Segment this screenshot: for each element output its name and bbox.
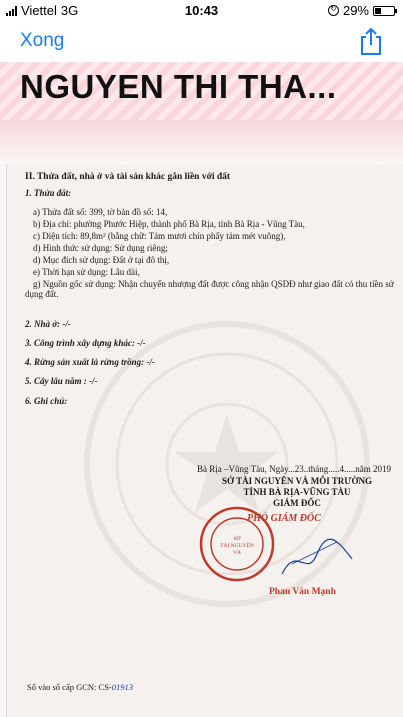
network-label: 3G [60, 3, 79, 18]
svg-text:TÀI NGUYÊN: TÀI NGUYÊN [220, 543, 254, 549]
certificate-page [6, 164, 403, 717]
battery-percent: 29% [342, 3, 369, 18]
battery-icon [373, 6, 395, 16]
perennial-row: 5. Cây lâu năm : -/- [25, 376, 98, 386]
land-heading: 1. Thửa đất: [25, 188, 72, 198]
signature [277, 534, 357, 584]
svg-text:VÀ: VÀ [233, 550, 241, 556]
share-icon[interactable] [357, 26, 385, 56]
issuing-org: SỞ TÀI NGUYÊN VÀ MÔI TRƯỜNG [222, 476, 372, 486]
house-row: 2. Nhà ở: -/- [25, 319, 71, 329]
registration-number [27, 682, 133, 692]
document-viewer[interactable] [0, 62, 403, 717]
status-right [328, 3, 395, 18]
registration-value: 01913 [111, 682, 134, 692]
section-title: II. Thửa đất, nhà ở và tài sản khác gắn liền với đất [25, 172, 231, 182]
name-banner [0, 62, 403, 120]
land-usage-form: d) Hình thức sử dụng: Sử dụng riêng; [33, 243, 168, 253]
land-usage-term: e) Thời hạn sử dụng: Lâu dài, [33, 267, 140, 277]
done-button[interactable]: Xong [20, 30, 65, 51]
director-title: GIÁM ĐỐC [273, 498, 321, 508]
carrier-label: Viettel [21, 3, 57, 18]
orientation-lock-icon: ↻ [328, 5, 339, 16]
issuing-province: TỈNH BÀ RỊA-VŨNG TÀU [243, 487, 351, 497]
registration-label: Số vào sổ cấp GCN: CS- [27, 682, 112, 692]
land-parcel: a) Thửa đất số: 399, tờ bản đồ số: 14, [33, 207, 168, 217]
notes-row: 6. Ghi chú: [25, 396, 68, 406]
land-origin: g) Nguồn gốc sử dụng: Nhận chuyển nhượng đất được công nhận QSDĐ như giao đất có thu tiền sử dụng đất. [25, 279, 394, 299]
land-area: c) Diện tích: 89,8m² (bằng chữ: Tám mươi chín phẩy tám mét vuông), [33, 231, 286, 241]
land-address: b) Địa chỉ: phường Phước Hiệp, thành phố Bà Rịa, tỉnh Bà Rịa - Vũng Tàu, [33, 219, 305, 229]
nav-bar [0, 22, 403, 62]
deputy-director-title: PHÓ GIÁM ĐỐC [247, 513, 321, 524]
owner-name: NGUYEN THI THA... [20, 68, 337, 105]
svg-text:SỞ: SỞ [233, 536, 241, 542]
status-bar [0, 0, 403, 22]
clock: 10:43 [184, 3, 219, 18]
land-usage-purpose: d) Mục đích sử dụng: Đất ở tại đô thị, [33, 255, 170, 265]
sign-place-date: Bà Rịa –Vũng Tàu, Ngày...23..tháng.....4.....năm 2019 [197, 464, 391, 474]
forest-row: 4. Rừng sản xuất là rừng trồng: -/- [25, 357, 155, 367]
page-divider [0, 120, 403, 164]
official-seal [197, 504, 277, 584]
signer-name: Phan Văn Mạnh [269, 587, 336, 597]
construction-row: 3. Công trình xây dựng khác: -/- [25, 338, 146, 348]
